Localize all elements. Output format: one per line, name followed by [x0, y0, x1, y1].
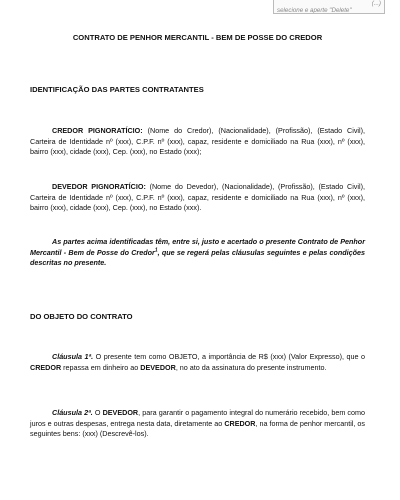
clause-1-text-b: repassa em dinheiro ao — [61, 362, 141, 372]
clause-1-label: Cláusula 1ª. — [52, 352, 94, 361]
clause-2-text-c: , na forma de penhor mercantil, os seguintes bens: (xxx) (Descrevê-los). — [30, 418, 366, 439]
note-line-1: (...) — [371, 0, 381, 7]
clause-2-credor: CREDOR — [224, 418, 256, 428]
paragraph-clause-1 — [30, 352, 365, 373]
clause-1-text-a: O presente tem como OBJETO, a importância de R$ (xxx) (Valor Expresso), que o — [93, 352, 366, 361]
note-line-2: selecione e aperte "Delete" — [277, 7, 352, 14]
paragraph-clause-2 — [30, 408, 365, 440]
devedor-label: DEVEDOR PIGNORATÍCIO: — [52, 182, 146, 191]
credor-label: CREDOR PIGNORATÍCIO: — [52, 126, 143, 135]
clause-2-text-b: , para garantir o pagamento integral do numerário recebido, bem como juros e outras despesas, entrega nesta data, diretamente ao — [30, 408, 365, 428]
credor-text: (Nome do Credor), (Nacionalidade), (Profissão), (Estado Civil), Carteira de Identidade nº (xxx), C.P.F. nº (xxx), capaz, residente e domiciliado na Rua (xxx), nº (xxx), bairro (xxx), cidade (xxx), Cep. (xxx), no Estado (xxx); — [30, 126, 366, 157]
footnote-marker: 1 — [154, 247, 158, 254]
instruction-note — [273, 0, 385, 14]
document-title: CONTRATO DE PENHOR MERCANTIL - BEM DE POSSE DO CREDOR — [72, 33, 323, 42]
devedor-text: (Nome do Devedor), (Nacionalidade), (Profissão), (Estado Civil), Carteira de Identidade nº (xxx), C.P.F. nº (xxx), capaz, residente e domiciliado na Rua (xxx), nº (xxx), bairro (xxx), cidade (xxx), Cep. (xxx), no Estado (xxx). — [30, 182, 365, 213]
agreement-text: As partes acima identificadas têm, entre si, justo e acertado o presente Contrato de Penhor Mercantil - Bem de Posse do Credor — [30, 237, 365, 257]
paragraph-devedor — [30, 182, 365, 214]
paragraph-credor — [30, 126, 365, 158]
clause-2-label: Cláusula 2ª. — [52, 408, 93, 417]
section-heading-parties: IDENTIFICAÇÃO DAS PARTES CONTRATANTES — [30, 85, 204, 94]
clause-1-devedor: DEVEDOR — [140, 362, 176, 372]
paragraph-parties-agreement — [30, 237, 365, 269]
clause-2-devedor: DEVEDOR — [102, 408, 139, 417]
agreement-text-end: , que se regerá pelas cláusulas seguintes e pelas condições descritas no presente. — [30, 247, 366, 268]
section-heading-object: DO OBJETO DO CONTRATO — [30, 312, 133, 321]
clause-2-text-a: O — [92, 408, 103, 417]
clause-1-text-c: , no ato da assinatura do presente instrumento. — [175, 362, 327, 372]
clause-1-credor: CREDOR — [30, 362, 62, 372]
